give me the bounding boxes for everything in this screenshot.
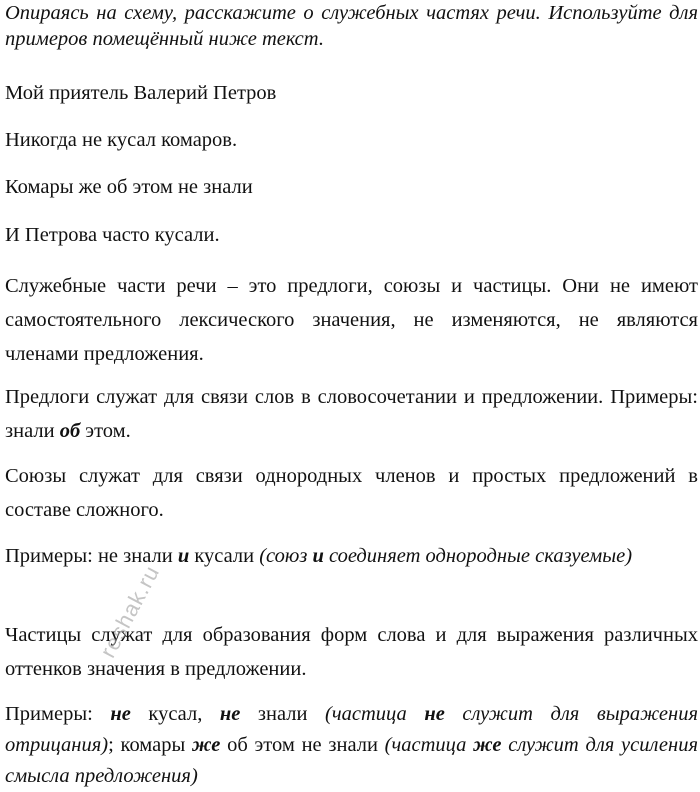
conjunctions-note-open: (союз [259, 545, 313, 567]
particles-text-2: знали [240, 703, 326, 725]
poem-line-4: И Петрова часто кусали. [5, 224, 220, 246]
prepositions-example-word: об [59, 420, 81, 442]
particles-paragraph: Частицы служат для образования форм слова и для выражения различных оттенков значения в предложении. [5, 624, 698, 680]
particles-text-1: кусал, [130, 703, 220, 725]
particles-note-1-rest: служит для выражения отрицания) [5, 703, 698, 756]
task-text: Опираясь на схему, расскажите о служебных частях речи. Используйте для примеров помещённый ниже текст. [5, 2, 698, 50]
particles-word-2: не [219, 703, 241, 725]
particles-note-2-open: (частица [384, 734, 474, 756]
poem-line-2: Никогда не кусал комаров. [5, 129, 238, 151]
conjunctions-example [5, 539, 698, 573]
intro-paragraph: Служебные части речи – это предлоги, союзы и частицы. Они не имеют самостоятельного лексического значения, не изменяются, не являются членами предложения. [5, 275, 698, 365]
conjunctions-example-prefix: Примеры: не знали [5, 545, 178, 567]
conjunctions-example-word: и [177, 545, 190, 567]
prepositions-example-suffix: этом. [80, 420, 131, 442]
particles-word-3: же [192, 734, 221, 756]
particles-note-2-rest: служит для усиления смысла предложения) [5, 734, 698, 787]
poem-line-3: Комары же об этом не знали [5, 176, 253, 198]
prepositions-paragraph [5, 380, 698, 448]
particles-word-1: не [110, 703, 131, 725]
watermark: reshak.ru [95, 561, 165, 662]
particles-example [5, 699, 698, 792]
prepositions-text: Предлоги служат для связи слов в словосочетании и предложении. [5, 386, 604, 408]
particles-note-1-open: (частица [325, 703, 425, 725]
poem-line-1: Мой приятель Валерий Петров [5, 82, 277, 104]
conjunctions-example-middle: кусали [189, 545, 260, 567]
conjunctions-note-word: и [312, 545, 324, 567]
conjunctions-note-rest: соединяет однородные сказуемые) [323, 545, 633, 567]
conjunctions-paragraph: Союзы служат для связи однородных членов и простых предложений в составе сложного. [5, 465, 698, 521]
particles-note-1-word: не [424, 703, 445, 725]
particles-example-prefix: Примеры: [5, 703, 111, 725]
particles-note-2-word: же [473, 734, 502, 756]
particles-text-4: об этом не знали [220, 734, 385, 756]
prepositions-example-prefix: Примеры: знали [5, 386, 699, 442]
particles-text-3: ; комары [108, 734, 192, 756]
